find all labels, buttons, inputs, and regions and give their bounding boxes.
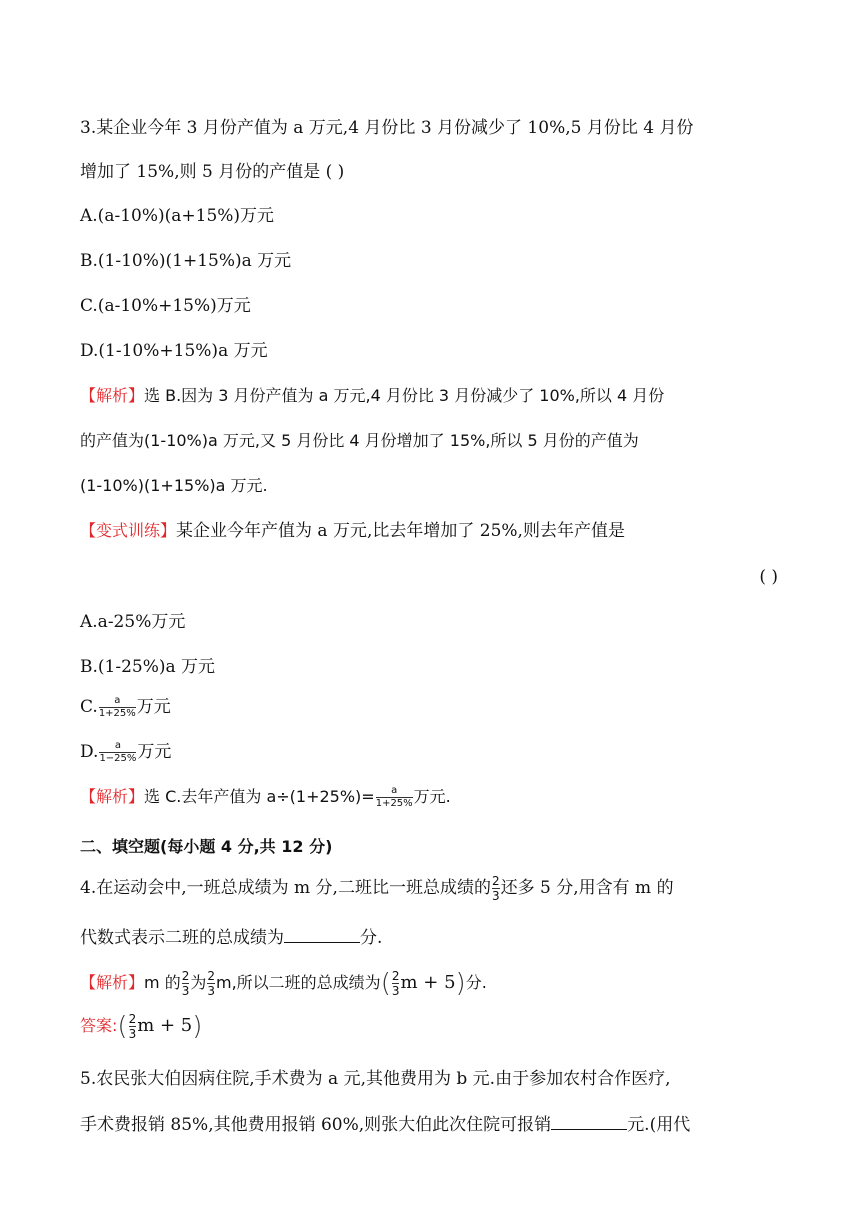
fraction-denominator: 3 (128, 1027, 137, 1041)
variant-analysis-unit: 万元. (413, 787, 451, 806)
variant-option-b: B.(1-25%)a 万元 (80, 657, 216, 677)
q3-option-a: A.(a-10%)(a+15%)万元 (80, 206, 275, 226)
math-expression: m + 5 (137, 1015, 193, 1036)
q4-stem-text-a: 4.在运动会中,一班总成绩为 m 分,二班比一班总成绩的 (80, 878, 491, 898)
q5-stem-line1: 5.农民张大伯因病住院,手术费为 a 元,其他费用为 b 元.由于参加农村合作医疗, (80, 1069, 671, 1089)
right-paren: ) (192, 1011, 203, 1042)
q5-stem-text-a: 手术费报销 85%,其他费用报销 60%,则张大伯此次住院可报销 (80, 1115, 552, 1135)
variant-option-d (80, 740, 171, 764)
left-paren: ( (117, 1011, 128, 1042)
analysis-tag: 【解析】 (80, 386, 145, 405)
fraction (182, 970, 190, 997)
q3-analysis-text1: 选 B.因为 3 月份产值为 a 万元,4 月份比 3 月份减少了 10%,所以 4 月份 (144, 386, 665, 405)
fraction-denominator: 3 (207, 984, 215, 998)
q4-stem-text-b: 还多 5 分,用含有 m 的 (500, 878, 674, 898)
q3-option-d: D.(1-10%+15%)a 万元 (80, 341, 268, 361)
fraction (99, 696, 136, 719)
q3-stem-line2: 增加了 15%,则 5 月份的产值是 ( ) (80, 162, 345, 182)
fraction (207, 970, 215, 997)
q4-analysis-text-d: 分. (465, 973, 487, 992)
fraction-denominator: 3 (181, 984, 190, 998)
variant-analysis (80, 785, 451, 809)
fraction-numerator: 2 (491, 874, 500, 888)
section-title: 二、填空题(每小题 4 分,共 12 分) (80, 837, 333, 856)
fraction (392, 970, 400, 997)
fraction (492, 875, 500, 902)
variant-answer-bracket: ( ) (759, 567, 778, 587)
q3-analysis-line2: 的产值为(1-10%)a 万元,又 5 月份比 4 月份增加了 15%,所以 5 月份的产值为 (80, 431, 639, 450)
fraction (99, 741, 136, 764)
option-label: D. (80, 742, 99, 762)
answer-label: 答案: (80, 1016, 118, 1035)
fraction-numerator: a (99, 741, 136, 753)
variant-stem-text: 某企业今年产值为 a 万元,比去年增加了 25%,则去年产值是 (176, 521, 625, 541)
option-label: C. (80, 697, 98, 717)
q4-answer (80, 1013, 202, 1040)
q4-stem-text-c: 代数式表示二班的总成绩为 (80, 928, 284, 948)
variant-stem-line1 (80, 519, 625, 543)
fraction-numerator: a (99, 696, 136, 708)
fraction-denominator: 3 (391, 984, 400, 998)
answer-blank (284, 924, 360, 943)
q4-analysis-text-c: m,所以二班的总成绩为 (216, 973, 381, 992)
q3-stem-line1: 3.某企业今年 3 月份产值为 a 万元,4 月份比 3 月份减少了 10%,5 月份比 4 月份 (80, 118, 694, 138)
fraction-denominator: 1+25% (375, 798, 413, 809)
fraction-numerator: a (376, 786, 413, 798)
fraction-denominator: 3 (491, 889, 500, 903)
q4-stem-line2 (80, 924, 382, 950)
analysis-tag: 【解析】 (80, 787, 145, 806)
option-unit: 万元 (137, 742, 172, 762)
q4-analysis-text-b: 为 (190, 973, 207, 992)
analysis-tag: 【解析】 (80, 973, 145, 992)
variant-analysis-text: 选 C.去年产值为 a÷(1+25%)= (144, 787, 375, 806)
q5-stem-line2 (80, 1111, 690, 1137)
fraction-denominator: 1+25% (98, 708, 136, 719)
q3-option-b: B.(1-10%)(1+15%)a 万元 (80, 251, 292, 271)
math-expression: m + 5 (400, 972, 456, 993)
fraction-denominator: 1−25% (99, 753, 137, 764)
q4-stem-text-d: 分. (360, 928, 383, 948)
fraction (376, 786, 413, 809)
fraction-numerator: 2 (128, 1012, 137, 1026)
q3-analysis-line1 (80, 384, 664, 408)
q3-analysis-line3: (1-10%)(1+15%)a 万元. (80, 476, 268, 495)
q4-analysis (80, 970, 487, 997)
q5-stem-text-b: 元.(用代 (627, 1115, 691, 1135)
fraction-numerator: 2 (391, 969, 400, 983)
fraction-numerator: 2 (181, 969, 190, 983)
fraction-numerator: 2 (207, 969, 215, 983)
q3-option-c: C.(a-10%+15%)万元 (80, 296, 251, 316)
answer-blank (551, 1111, 627, 1130)
q4-stem-line1 (80, 875, 674, 902)
left-paren: ( (380, 968, 391, 999)
variant-option-a: A.a-25%万元 (80, 612, 186, 632)
q4-analysis-text-a: m 的 (144, 973, 181, 992)
right-paren: ) (455, 968, 466, 999)
variant-tag: 【变式训练】 (80, 521, 177, 540)
option-unit: 万元 (136, 697, 171, 717)
variant-option-c (80, 695, 171, 719)
fraction (129, 1013, 137, 1040)
